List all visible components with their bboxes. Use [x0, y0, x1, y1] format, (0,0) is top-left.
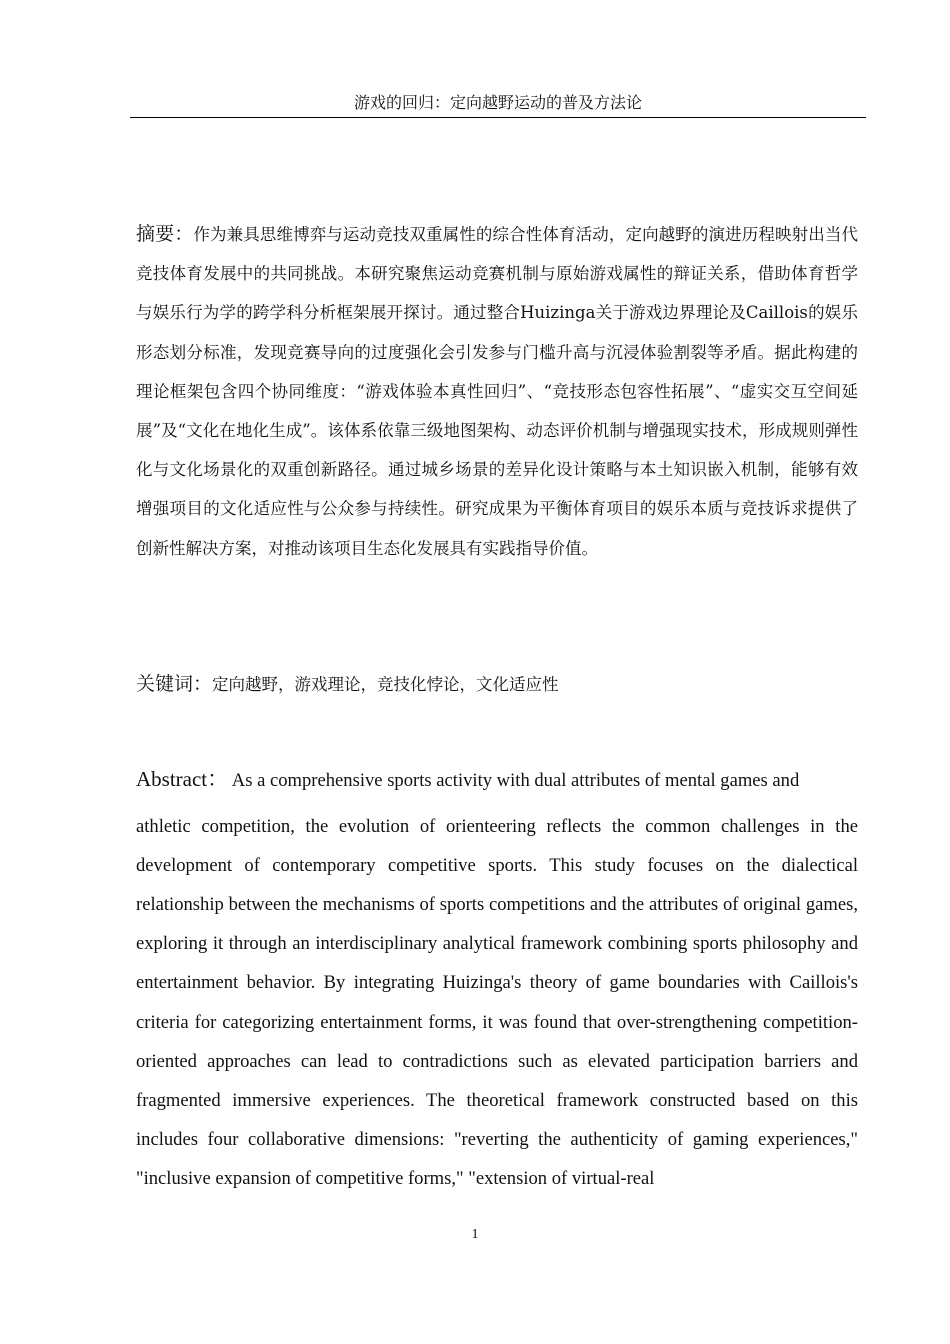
english-abstract-label: Abstract：: [136, 767, 229, 791]
keywords-label: 关键词：: [136, 673, 213, 695]
english-abstract-first-text: As a comprehensive sports activity with dual attributes of mental games and: [231, 770, 800, 791]
english-abstract-text: athletic competition, the evolution of orienteering reflects the common challenges in the development of contemporary competitive sports. This study focuses on the dialectical relationship between the mechanisms of sports competitions and the attributes of original games, exploring it through an interdisciplinary analytical framework combining sports philosophy and entertainment behavior. By integrating Huizinga's theory of game boundaries with Caillois's criteria for categorizing entertainment forms, it was found that over-strengthening competition-oriented approaches can lead to contradictions such as elevated participation barriers and fragmented immersive experiences. The theoretical framework constructed based on this includes four collaborative dimensions: "reverting the authenticity of gaming experiences," "inclusive expansion of competitive forms," "extension of virtual-real: [136, 816, 858, 1189]
english-abstract-first-line: [136, 760, 858, 800]
chinese-abstract: [136, 215, 858, 568]
keywords-text: 定向越野，游戏理论，竞技化悖论，文化适应性: [212, 675, 559, 694]
chinese-keywords: [136, 668, 858, 701]
page-number: 1: [471, 1227, 479, 1242]
chinese-abstract-label: 摘要：: [136, 223, 194, 245]
chinese-abstract-text: 作为兼具思维博弈与运动竞技双重属性的综合性体育活动，定向越野的演进历程映射出当代竞技体育发展中的共同挑战。本研究聚焦运动竞赛机制与原始游戏属性的辩证关系，借助体育哲学与娱乐行为学的跨学科分析框架展开探讨。通过整合Huizinga关于游戏边界理论及Caillois的娱乐形态划分标准，发现竞赛导向的过度强化会引发参与门槛升高与沉浸体验割裂等矛盾。据此构建的理论框架包含四个协同维度：“游戏体验本真性回归”、“竞技形态包容性拓展”、“虚实交互空间延展”及“文化在地化生成”。该体系依靠三级地图架构、动态评价机制与增强现实技术，形成规则弹性化与文化场景化的双重创新路径。通过城乡场景的差异化设计策略与本土知识嵌入机制，能够有效增强项目的文化适应性与公众参与持续性。研究成果为平衡体育项目的娱乐本质与竞技诉求提供了创新性解决方案，对推动该项目生态化发展具有实践指导价值。: [136, 225, 858, 558]
english-abstract: [136, 760, 858, 1198]
running-header: 游戏的回归：定向越野运动的普及方法论: [130, 92, 866, 118]
